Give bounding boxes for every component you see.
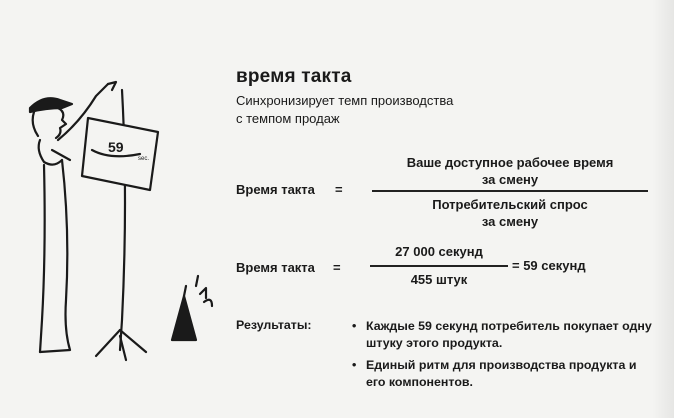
example-numerator: 27 000 секунд — [395, 244, 483, 259]
results-label: Результаты: — [236, 318, 312, 332]
list-item — [352, 357, 652, 391]
sheet-unit: sec. — [138, 156, 150, 162]
formula-equals: = — [335, 182, 343, 197]
bullet-dot: • — [352, 319, 357, 333]
formula-numerator-line-2: за смену — [481, 172, 539, 187]
conductor-illustration — [0, 0, 230, 418]
example-fraction-bar — [370, 265, 508, 267]
formula-label: Время такта — [236, 182, 315, 197]
sheet-number: 59 — [108, 139, 124, 155]
formula-denominator-line-1: Потребительский спрос — [432, 197, 588, 212]
page-title: время такта — [236, 66, 352, 87]
example-equals: = — [333, 260, 341, 275]
subtitle-line-2: с темпом продаж — [236, 111, 340, 126]
page-edge-shadow — [652, 0, 674, 418]
formula-denominator-line-2: за смену — [481, 214, 539, 229]
bullet-dot: • — [352, 358, 357, 372]
list-item — [352, 318, 652, 352]
subtitle-line-1: Синхронизирует темп производства — [236, 93, 454, 108]
list-item-text: Каждые 59 секунд потребитель покупает одну штуку этого продукта. — [366, 319, 652, 350]
formula-numerator-line-1: Ваше доступное рабочее время — [406, 155, 614, 170]
example-label: Время такта — [236, 260, 315, 275]
example-result: = 59 секунд — [512, 258, 586, 273]
list-item-text: Единый ритм для производства продукта и его компонентов. — [366, 358, 637, 389]
results-list — [352, 318, 652, 396]
example-denominator: 455 штук — [410, 272, 468, 287]
formula-fraction-bar — [372, 190, 648, 192]
